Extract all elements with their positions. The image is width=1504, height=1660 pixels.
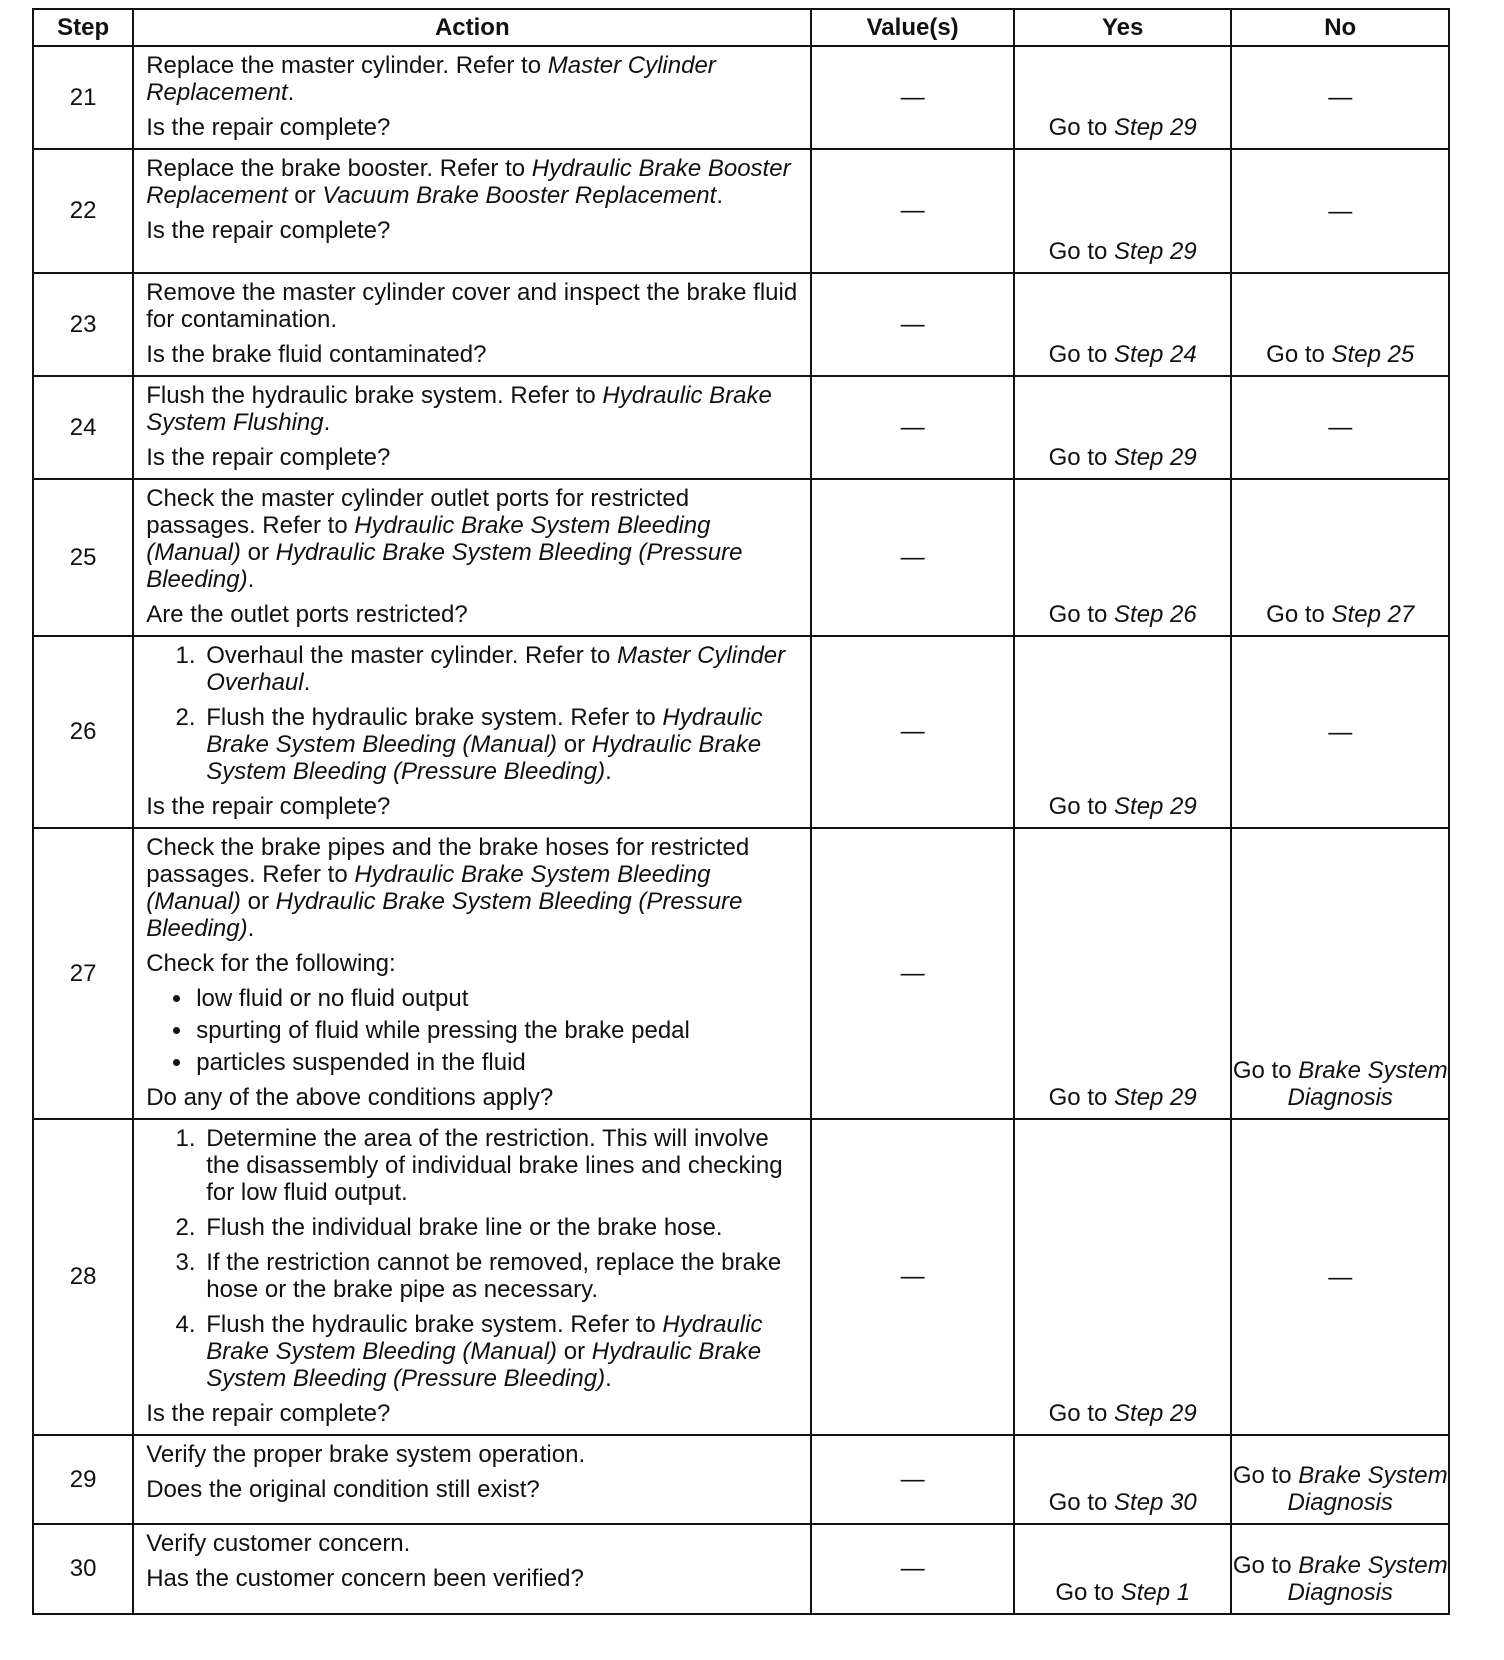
action-paragraph <box>146 1441 802 1468</box>
table-row <box>33 828 1449 1119</box>
reference-link-text: Hydraulic Brake System Bleeding (Pressure Bleeding) <box>146 888 743 942</box>
action-cell <box>133 479 811 636</box>
go-to-target: Step 27 <box>1331 601 1415 628</box>
value-cell: — <box>811 1119 1014 1435</box>
bullet-list <box>146 985 802 1076</box>
action-text: If the restriction cannot be removed, replace the brake hose or the brake pipe as necessary. <box>206 1249 782 1303</box>
action-cell <box>133 376 811 479</box>
step-number: 24 <box>33 376 133 479</box>
value-cell: — <box>811 376 1014 479</box>
yes-result: Go to Step 29 <box>1014 828 1232 1119</box>
action-text: or <box>557 1338 592 1365</box>
numbered-list <box>146 1125 802 1392</box>
action-paragraph <box>146 114 802 141</box>
action-paragraph <box>146 601 802 628</box>
action-text: Is the repair complete? <box>146 1400 391 1427</box>
action-text: Is the repair complete? <box>146 444 391 471</box>
action-text: Does the original condition still exist? <box>146 1476 540 1503</box>
reference-link-text: Hydraulic Brake System Flushing <box>146 382 772 436</box>
go-to-target: Step 29 <box>1114 1084 1197 1111</box>
no-result: — <box>1231 149 1449 273</box>
action-text: Is the brake fluid contaminated? <box>146 341 487 368</box>
yes-result: Go to Step 29 <box>1014 636 1232 828</box>
table-body <box>33 46 1449 1614</box>
header-values: Value(s) <box>811 9 1014 46</box>
reference-link-text: Hydraulic Brake System Bleeding (Pressure Bleeding) <box>206 731 762 785</box>
go-to-target: Step 29 <box>1114 238 1197 265</box>
action-text: Verify the proper brake system operation. <box>146 1441 586 1468</box>
action-text: spurting of fluid while pressing the brake pedal <box>196 1017 690 1044</box>
reference-link-text: Hydraulic Brake System Bleeding (Manual) <box>206 1311 763 1365</box>
action-cell <box>133 828 811 1119</box>
yes-result: Go to Step 29 <box>1014 1119 1232 1435</box>
table-row <box>33 46 1449 149</box>
go-to-target: Step 29 <box>1114 1400 1197 1427</box>
list-item <box>194 985 802 1012</box>
list-item <box>202 704 802 785</box>
yes-result: Go to Step 29 <box>1014 376 1232 479</box>
yes-result: Go to Step 29 <box>1014 149 1232 273</box>
action-text: or <box>240 539 276 566</box>
action-text: particles suspended in the fluid <box>196 1049 526 1076</box>
value-cell: — <box>811 1435 1014 1524</box>
action-cell <box>133 46 811 149</box>
action-cell <box>133 1524 811 1614</box>
action-text: Flush the hydraulic brake system. Refer to <box>206 704 663 731</box>
action-cell <box>133 1119 811 1435</box>
reference-link-text: Hydraulic Brake System Bleeding (Pressure Bleeding) <box>206 1338 762 1392</box>
go-to-target: Step 1 <box>1120 1579 1191 1606</box>
action-cell <box>133 636 811 828</box>
action-cell <box>133 149 811 273</box>
value-cell: — <box>811 479 1014 636</box>
go-to-target: Step 29 <box>1114 444 1197 471</box>
no-result: — <box>1231 46 1449 149</box>
step-number: 27 <box>33 828 133 1119</box>
no-result: — <box>1231 1119 1449 1435</box>
header-row <box>33 9 1449 46</box>
list-item <box>194 1017 802 1044</box>
yes-result: Go to Step 24 <box>1014 273 1232 376</box>
action-text: Check the master cylinder outlet ports for restricted passages. Refer to <box>146 485 690 539</box>
list-item <box>194 1049 802 1076</box>
action-cell <box>133 273 811 376</box>
action-text: . <box>323 409 331 436</box>
action-text: Is the repair complete? <box>146 217 391 244</box>
no-result: — <box>1231 376 1449 479</box>
reference-link-text: Hydraulic Brake System Bleeding (Manual) <box>146 861 711 915</box>
no-result: Go to Step 25 <box>1231 273 1449 376</box>
action-text: Remove the master cylinder cover and inspect the brake fluid for contamination. <box>146 279 798 333</box>
action-paragraph <box>146 485 802 593</box>
go-to-target: Brake System Diagnosis <box>1287 1057 1448 1111</box>
value-cell: — <box>811 273 1014 376</box>
action-text: . <box>303 669 311 696</box>
step-number: 21 <box>33 46 133 149</box>
action-text: or <box>240 888 276 915</box>
action-paragraph <box>146 1400 802 1427</box>
action-text: . <box>716 182 723 209</box>
yes-result: Go to Step 29 <box>1014 46 1232 149</box>
go-to-target: Step 30 <box>1114 1489 1197 1516</box>
action-text: . <box>287 79 295 106</box>
table-row <box>33 1524 1449 1614</box>
action-text: Determine the area of the restriction. This will involve the disassembly of individual brake lines and checking for low fluid output. <box>206 1125 783 1206</box>
reference-link-text: Vacuum Brake Booster Replacement <box>322 182 717 209</box>
action-paragraph <box>146 382 802 436</box>
action-text: Replace the brake booster. Refer to <box>146 155 532 182</box>
go-to-target: Step 25 <box>1331 341 1415 368</box>
reference-link-text: Master Cylinder Overhaul <box>206 642 786 696</box>
step-number: 28 <box>33 1119 133 1435</box>
action-text: Verify customer concern. <box>146 1530 411 1557</box>
list-item <box>202 1214 802 1241</box>
action-text: Overhaul the master cylinder. Refer to <box>206 642 618 669</box>
action-text: Are the outlet ports restricted? <box>146 601 468 628</box>
action-text: . <box>605 758 612 785</box>
table-row <box>33 1435 1449 1524</box>
action-text: Do any of the above conditions apply? <box>146 1084 554 1111</box>
yes-result: Go to Step 30 <box>1014 1435 1232 1524</box>
table-row <box>33 1119 1449 1435</box>
reference-link-text: Hydraulic Brake System Bleeding (Manual) <box>146 512 711 566</box>
go-to-target: Brake System Diagnosis <box>1287 1552 1448 1606</box>
header-step: Step <box>33 9 133 46</box>
table-row <box>33 376 1449 479</box>
action-paragraph <box>146 834 802 942</box>
no-result: Go to Step 27 <box>1231 479 1449 636</box>
action-text: Is the repair complete? <box>146 114 391 141</box>
action-text: . <box>247 915 255 942</box>
value-cell: — <box>811 636 1014 828</box>
no-result: Go to Brake System Diagnosis <box>1231 1524 1449 1614</box>
list-item <box>202 1249 802 1303</box>
action-text: Is the repair complete? <box>146 793 391 820</box>
no-result: — <box>1231 636 1449 828</box>
table-row <box>33 273 1449 376</box>
action-paragraph <box>146 1530 802 1557</box>
value-cell: — <box>811 149 1014 273</box>
value-cell: — <box>811 1524 1014 1614</box>
reference-link-text: Hydraulic Brake System Bleeding (Pressure Bleeding) <box>146 539 743 593</box>
reference-link-text: Master Cylinder Replacement <box>146 52 716 106</box>
diagnostic-table <box>32 8 1450 1615</box>
numbered-list <box>146 642 802 785</box>
yes-result: Go to Step 26 <box>1014 479 1232 636</box>
value-cell: — <box>811 46 1014 149</box>
action-paragraph <box>146 950 802 977</box>
action-text: low fluid or no fluid output <box>196 985 469 1012</box>
action-cell <box>133 1435 811 1524</box>
no-result: Go to Brake System Diagnosis <box>1231 828 1449 1119</box>
go-to-target: Step 29 <box>1114 114 1197 141</box>
go-to-target: Brake System Diagnosis <box>1287 1462 1448 1516</box>
action-text: Flush the hydraulic brake system. Refer to <box>146 382 603 409</box>
action-paragraph <box>146 341 802 368</box>
action-text: or <box>557 731 592 758</box>
go-to-target: Step 26 <box>1114 601 1197 628</box>
action-paragraph <box>146 155 802 209</box>
table-row <box>33 479 1449 636</box>
go-to-target: Step 29 <box>1114 793 1197 820</box>
action-paragraph <box>146 1565 802 1592</box>
reference-link-text: Hydraulic Brake Booster Replacement <box>146 155 791 209</box>
action-text: Check for the following: <box>146 950 396 977</box>
step-number: 30 <box>33 1524 133 1614</box>
table-row <box>33 149 1449 273</box>
action-text: or <box>287 182 323 209</box>
action-paragraph <box>146 1084 802 1111</box>
action-paragraph <box>146 217 802 244</box>
action-text: Has the customer concern been verified? <box>146 1565 584 1592</box>
no-result: Go to Brake System Diagnosis <box>1231 1435 1449 1524</box>
action-text: . <box>605 1365 612 1392</box>
header-yes: Yes <box>1014 9 1232 46</box>
action-paragraph <box>146 444 802 471</box>
list-item <box>202 1125 802 1206</box>
action-text: Flush the hydraulic brake system. Refer to <box>206 1311 663 1338</box>
action-paragraph <box>146 52 802 106</box>
step-number: 26 <box>33 636 133 828</box>
step-number: 23 <box>33 273 133 376</box>
step-number: 22 <box>33 149 133 273</box>
action-paragraph <box>146 279 802 333</box>
action-paragraph <box>146 1476 802 1503</box>
list-item <box>202 1311 802 1392</box>
step-number: 29 <box>33 1435 133 1524</box>
header-no: No <box>1231 9 1449 46</box>
action-paragraph <box>146 793 802 820</box>
action-text: Check the brake pipes and the brake hoses for restricted passages. Refer to <box>146 834 750 888</box>
table-header <box>33 9 1449 46</box>
table-row <box>33 636 1449 828</box>
go-to-target: Step 24 <box>1114 341 1197 368</box>
action-text: Flush the individual brake line or the brake hose. <box>206 1214 723 1241</box>
value-cell: — <box>811 828 1014 1119</box>
reference-link-text: Hydraulic Brake System Bleeding (Manual) <box>206 704 763 758</box>
list-item <box>202 642 802 696</box>
step-number: 25 <box>33 479 133 636</box>
action-text: . <box>247 566 255 593</box>
header-action: Action <box>133 9 811 46</box>
yes-result: Go to Step 1 <box>1014 1524 1232 1614</box>
action-text: Replace the master cylinder. Refer to <box>146 52 548 79</box>
